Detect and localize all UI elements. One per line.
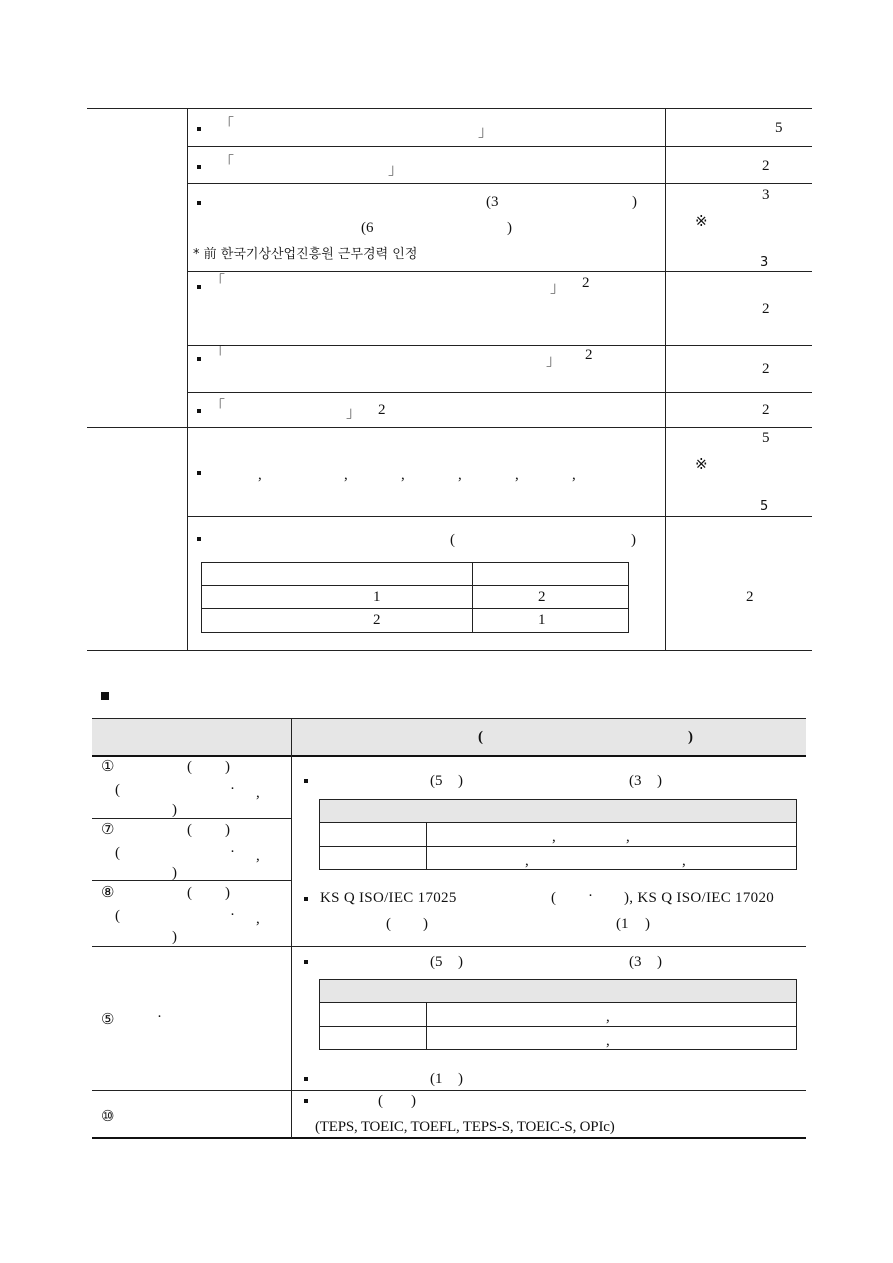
block2-last-a: (1: [430, 1071, 443, 1087]
table2-header-bg: [92, 718, 806, 756]
item8-sub-paren-close: ): [172, 929, 177, 945]
bullet-icon: [197, 409, 201, 413]
item1-paren-open: (: [187, 759, 192, 775]
item5-number: ⑤: [101, 1012, 115, 1028]
bullet-icon: [197, 471, 201, 475]
table1-row-divider: [187, 345, 812, 346]
row2-bracket-close: 」: [388, 162, 404, 178]
block3-tests: (TEPS, TOEIC, TOEFL, TEPS-S, TOEIC-S, OPIc): [315, 1119, 615, 1135]
row4-bracket-open: 「: [210, 274, 226, 290]
row1-bracket-open: 「: [219, 117, 235, 133]
row3-note: * 前 한국기상산업진흥원 근무경력 인정: [193, 247, 418, 262]
inner-row1-comma: ,: [552, 829, 556, 845]
bullet-icon: [197, 201, 201, 205]
item1-sub-comma: ,: [256, 785, 260, 801]
header-paren-close: ): [688, 729, 693, 745]
inner-row2-comma: ,: [682, 853, 686, 869]
bullet-icon: [304, 1099, 308, 1103]
block2-last-a-close: ): [458, 1071, 463, 1087]
bullet-icon: [197, 537, 201, 541]
item1-sub-paren-close: ): [172, 802, 177, 818]
item1-paren-close: ): [225, 759, 230, 775]
block1-line1-b-close: ): [657, 773, 662, 789]
table2-bottom-border: [92, 1137, 806, 1139]
block1-ks-dot: ·: [588, 888, 593, 904]
row3-paren-b-open: (6: [361, 220, 374, 236]
block1-ks-paren-open: (: [551, 890, 556, 906]
item7-sub-comma: ,: [256, 848, 260, 864]
item5-dot: ·: [157, 1009, 162, 1025]
row4-bracket-close: 」: [550, 280, 566, 296]
bullet-icon: [197, 285, 201, 289]
row5-count: 2: [585, 347, 593, 363]
item8-paren-open: (: [187, 885, 192, 901]
row5-points: 2: [762, 361, 770, 377]
table2-row-divider: [92, 1090, 806, 1091]
row5-bracket-open: 「: [210, 346, 226, 362]
row8-paren-close: ): [631, 532, 636, 548]
inner-table-divider: [319, 846, 797, 847]
item1-sub-paren-open: (: [115, 782, 120, 798]
table1-bottom-border: [87, 650, 812, 651]
table2-top-border: [92, 718, 806, 719]
inner-table-divider: [319, 1002, 797, 1003]
row1-bracket-close: 」: [478, 124, 494, 140]
inner-table-border: [319, 979, 797, 1050]
table2-col-divider: [291, 718, 292, 1138]
item7-paren-open: (: [187, 822, 192, 838]
table1-col-divider: [187, 108, 188, 650]
inner-row2-comma: ,: [606, 1033, 610, 1049]
mini-table-border: [201, 562, 629, 633]
row3-ref-mark: ※: [695, 214, 708, 230]
row1-points: 5: [775, 120, 783, 136]
mini-table-cell: 1: [538, 612, 546, 628]
row7-comma: ,: [572, 467, 576, 483]
row6-points: 2: [762, 402, 770, 418]
bullet-icon: [197, 357, 201, 361]
block1-ks2-paren-open: (: [386, 916, 391, 932]
mini-table-cell: 2: [373, 612, 381, 628]
header-paren-open: (: [478, 729, 483, 745]
bullet-icon: [304, 897, 308, 901]
item7-sub-paren-open: (: [115, 845, 120, 861]
row3-paren-b-close: ): [507, 220, 512, 236]
block1-line1-a: (5: [430, 773, 443, 789]
item10-number: ⑩: [101, 1109, 115, 1125]
row7-comma: ,: [258, 467, 262, 483]
row6-count: 2: [378, 402, 386, 418]
item1-sub-dot: ·: [230, 781, 235, 797]
item7-sub-dot: ·: [230, 844, 235, 860]
row4-count: 2: [582, 275, 590, 291]
item7-paren-close: ): [225, 822, 230, 838]
table2-row-divider: [92, 946, 806, 947]
row3-paren-a-close: ): [632, 194, 637, 210]
inner-table-divider: [319, 822, 797, 823]
row7-comma: ,: [515, 467, 519, 483]
row7-points-top: 5: [762, 430, 770, 446]
block3-paren-open: (: [378, 1093, 383, 1109]
inner-table-divider: [319, 1026, 797, 1027]
table1-row-divider: [187, 516, 812, 517]
row7-ref-mark: ※: [695, 457, 708, 473]
block2-line1-a: (5: [430, 954, 443, 970]
mini-table-col-divider: [472, 562, 473, 633]
block1-line1-b: (3: [629, 773, 642, 789]
table2-left-divider: [92, 818, 291, 819]
item8-sub-comma: ,: [256, 911, 260, 927]
bullet-icon: [304, 779, 308, 783]
table2-header-border: [92, 755, 806, 757]
bullet-icon: [197, 127, 201, 131]
item8-paren-close: ): [225, 885, 230, 901]
row7-comma: ,: [344, 467, 348, 483]
block2-line1-a-close: ): [458, 954, 463, 970]
block1-line1-a-close: ): [458, 773, 463, 789]
row4-points: 2: [762, 301, 770, 317]
row2-points: 2: [762, 158, 770, 174]
mini-table-divider: [201, 585, 629, 586]
table1-section-divider: [87, 427, 812, 428]
block1-ks-line: KS Q ISO/IEC 17025: [320, 890, 457, 906]
row5-bracket-close: 」: [546, 353, 562, 369]
item8-sub-dot: ·: [230, 907, 235, 923]
inner-table-col-divider: [426, 822, 427, 870]
row8-points: 2: [746, 589, 754, 605]
mini-table-cell: 2: [538, 589, 546, 605]
item1-number: ①: [101, 759, 115, 775]
row2-bracket-open: 「: [219, 155, 235, 171]
table1-row-divider: [187, 392, 812, 393]
table1-row-divider: [187, 183, 812, 184]
item8-number: ⑧: [101, 885, 115, 901]
table2-left-divider: [92, 880, 291, 881]
row6-bracket-open: 「: [210, 399, 226, 415]
row3-points-top: 3: [762, 187, 770, 203]
inner-table-border: [319, 799, 797, 870]
block1-ks2-paren-close: ): [423, 916, 428, 932]
bullet-icon: [304, 960, 308, 964]
item7-number: ⑦: [101, 822, 115, 838]
bullet-icon: [304, 1077, 308, 1081]
row7-points-bottom: 5: [760, 499, 769, 514]
section-marker-icon: [101, 692, 109, 700]
table1-top-border: [87, 108, 812, 109]
mini-table-cell: 1: [373, 589, 381, 605]
item7-sub-paren-close: ): [172, 865, 177, 881]
block2-line1-b: (3: [629, 954, 642, 970]
block1-ks2-b: (1: [616, 916, 629, 932]
table1-row-divider: [187, 146, 812, 147]
row7-comma: ,: [401, 467, 405, 483]
inner-row1-comma: ,: [626, 829, 630, 845]
inner-row2-comma: ,: [525, 853, 529, 869]
row8-paren-open: (: [450, 532, 455, 548]
inner-row1-comma: ,: [606, 1009, 610, 1025]
row3-paren-a-open: (3: [486, 194, 499, 210]
block2-line1-b-close: ): [657, 954, 662, 970]
table1-col-divider: [665, 108, 666, 650]
mini-table-divider: [201, 608, 629, 609]
table1-row-divider: [187, 271, 812, 272]
block1-ks2-b-close: ): [645, 916, 650, 932]
row7-comma: ,: [458, 467, 462, 483]
block3-paren-close: ): [411, 1093, 416, 1109]
row6-bracket-close: 」: [346, 405, 362, 421]
block1-ks-mid: ), KS Q ISO/IEC 17020: [624, 890, 775, 906]
item8-sub-paren-open: (: [115, 908, 120, 924]
inner-table-col-divider: [426, 1002, 427, 1050]
bullet-icon: [197, 165, 201, 169]
row3-points-bottom: 3: [760, 255, 769, 270]
